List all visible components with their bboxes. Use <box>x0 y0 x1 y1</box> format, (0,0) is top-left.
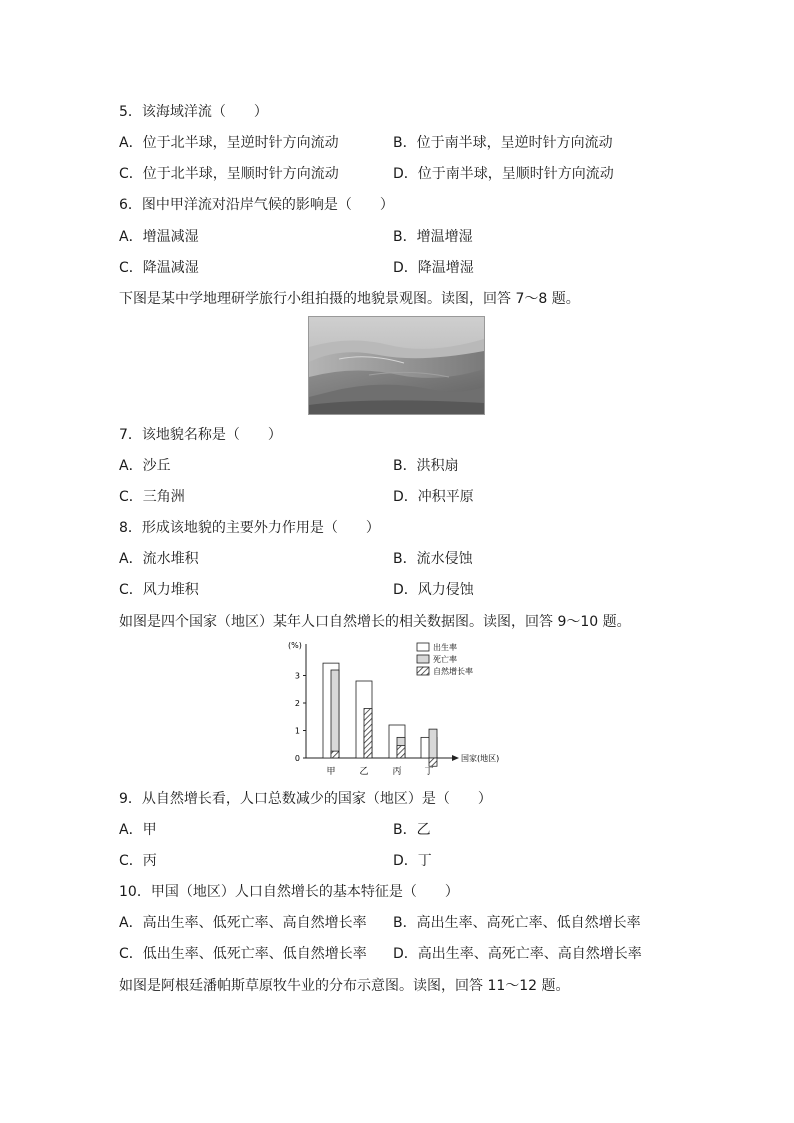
intro-9-10: 如图是四个国家（地区）某年人口自然增长的相关数据图。读图，回答 9～10 题。 <box>119 614 631 630</box>
q9-option-c: C．丙 <box>119 853 157 869</box>
y-tick-label-2: 2 <box>294 699 300 708</box>
q5-option-b: B．位于南半球，呈逆时针方向流动 <box>393 135 613 151</box>
x-axis-arrow <box>452 755 459 761</box>
legend-label-1: 死亡率 <box>433 655 457 664</box>
q9-stem: 9．从自然增长看，人口总数减少的国家（地区）是（ ） <box>119 791 492 807</box>
intro-7-8: 下图是某中学地理研学旅行小组拍摄的地貌景观图。读图，回答 7～8 题。 <box>119 291 580 307</box>
x-axis-label: 国家(地区) <box>461 754 500 763</box>
x-category-label-0: 甲 <box>326 767 336 777</box>
q8-option-c: C．风力堆积 <box>119 582 199 598</box>
bar-natural-0 <box>331 751 339 758</box>
q5-option-c: C．位于北半球，呈顺时针方向流动 <box>119 166 339 182</box>
q6-option-c: C．降温减湿 <box>119 260 199 276</box>
q5-option-a: A．位于北半球，呈逆时针方向流动 <box>119 135 339 151</box>
q7-stem: 7．该地貌名称是（ ） <box>119 427 282 443</box>
q5-option-d: D．位于南半球，呈顺时针方向流动 <box>393 166 614 182</box>
x-category-label-1: 乙 <box>359 767 369 777</box>
q9-option-b: B．乙 <box>393 822 431 838</box>
legend-swatch-2 <box>417 667 429 675</box>
x-category-label-3: 丁 <box>424 767 434 777</box>
q10-option-b: B．高出生率、高死亡率、低自然增长率 <box>393 915 641 931</box>
population-chart <box>284 636 514 784</box>
bar-death-3 <box>429 729 437 758</box>
legend-swatch-0 <box>417 643 429 651</box>
y-tick-label-0: 0 <box>294 754 300 763</box>
intro-11-12: 如图是阿根廷潘帕斯草原牧牛业的分布示意图。读图，回答 11～12 题。 <box>119 978 570 994</box>
q10-stem: 10．甲国（地区）人口自然增长的基本特征是（ ） <box>119 884 459 900</box>
bar-natural-3 <box>429 758 437 766</box>
q8-option-b: B．流水侵蚀 <box>393 551 473 567</box>
q7-option-c: C．三角洲 <box>119 489 185 505</box>
q9-option-a: A．甲 <box>119 822 157 838</box>
q7-option-a: A．沙丘 <box>119 458 171 474</box>
q8-option-a: A．流水堆积 <box>119 551 199 567</box>
y-tick-label-1: 1 <box>294 726 300 736</box>
legend-label-0: 出生率 <box>433 643 457 652</box>
q10-option-d: D．高出生率、高死亡率、高自然增长率 <box>393 946 642 962</box>
bar-natural-1 <box>364 709 372 759</box>
bar-natural-2 <box>397 746 405 758</box>
bar-death-0 <box>331 670 339 758</box>
q6-option-b: B．增温增湿 <box>393 229 473 245</box>
q8-option-d: D．风力侵蚀 <box>393 582 474 598</box>
legend-swatch-1 <box>417 655 429 663</box>
x-category-label-2: 丙 <box>392 767 402 777</box>
q8-stem: 8．形成该地貌的主要外力作用是（ ） <box>119 520 380 536</box>
q6-option-a: A．增温减湿 <box>119 229 199 245</box>
y-tick-label-3: 3 <box>294 671 300 681</box>
q9-option-d: D．丁 <box>393 853 432 869</box>
y-axis-unit: (%) <box>288 641 302 650</box>
q10-option-c: C．低出生率、低死亡率、低自然增长率 <box>119 946 367 962</box>
legend-label-2: 自然增长率 <box>433 667 473 676</box>
q7-option-b: B．洪积扇 <box>393 458 459 474</box>
q6-stem: 6．图中甲洋流对沿岸气候的影响是（ ） <box>119 197 394 213</box>
q10-option-a: A．高出生率、低死亡率、高自然增长率 <box>119 915 367 931</box>
q5-stem: 5．该海域洋流（ ） <box>119 104 268 120</box>
q6-option-d: D．降温增湿 <box>393 260 474 276</box>
q7-option-d: D．冲积平原 <box>393 489 474 505</box>
sand-dune-photo <box>308 316 485 415</box>
